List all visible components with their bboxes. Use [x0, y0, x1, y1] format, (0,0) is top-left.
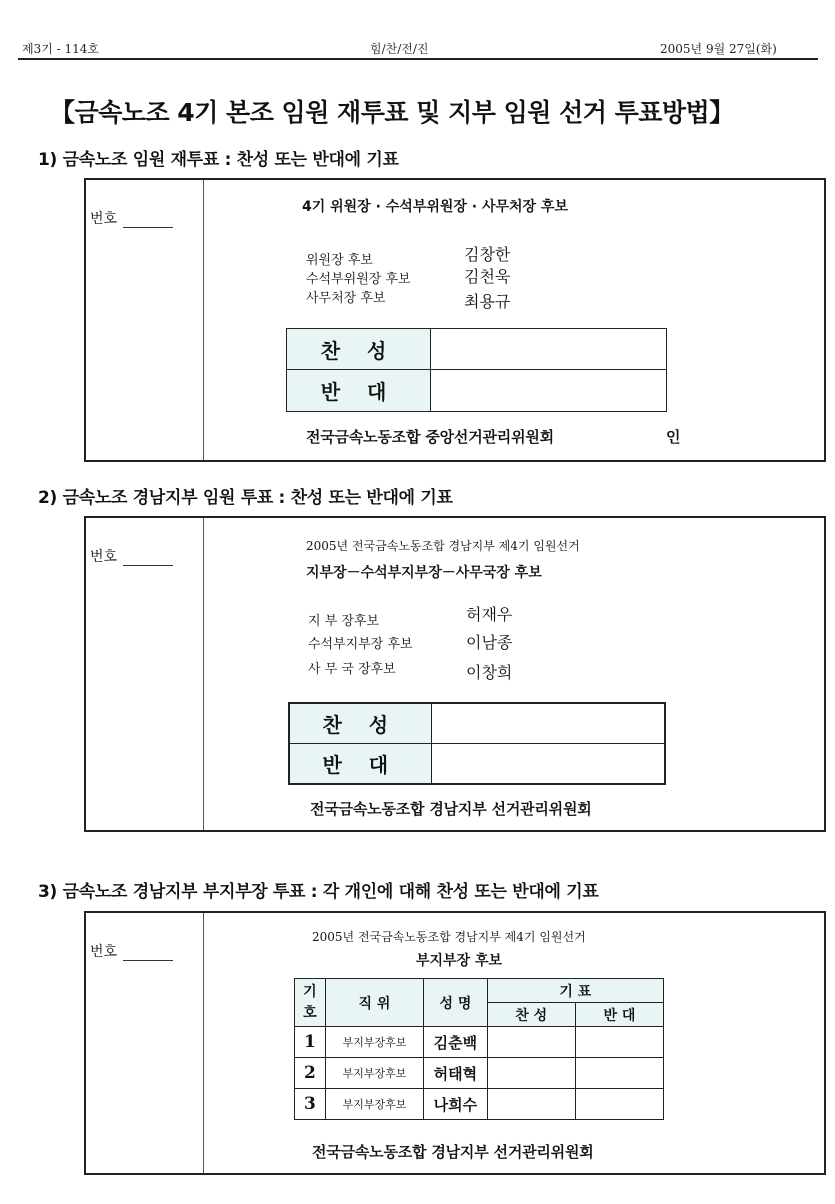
masthead: 힘/찬/전/진 — [370, 42, 429, 56]
index-header-top: 기 — [303, 983, 317, 1000]
ballot-1-heading: 4기 위원장 · 수석부위원장 · 사무처장 후보 — [302, 199, 569, 215]
row-position: 부지부장후보 — [325, 1058, 423, 1089]
col-header-index — [295, 979, 326, 1027]
ballot-2-subheading: 2005년 전국금속노동조합 경남지부 제4기 임원선거 — [306, 539, 580, 553]
candidate-role: 위원장 후보 — [306, 253, 373, 268]
ballot-3-number-field — [90, 941, 173, 961]
row-position: 부지부장후보 — [325, 1089, 423, 1120]
issue-date: 2005년 9월 27일(화) — [660, 42, 777, 56]
candidate-role: 사 무 국 장후보 — [308, 662, 396, 677]
yes-label: 찬 성 — [287, 329, 431, 370]
ballot-1-vote-table — [286, 328, 667, 412]
no-mark-cell[interactable] — [431, 370, 667, 412]
ballot-1-divider — [203, 180, 204, 460]
col-header-yes: 찬 성 — [487, 1003, 575, 1027]
ballot-3-subheading: 2005년 전국금속노동조합 경남지부 제4기 임원선거 — [312, 930, 586, 944]
row-index: 3 — [295, 1089, 326, 1120]
number-label: 번호 — [90, 211, 118, 227]
seal-text: 인 — [666, 428, 681, 446]
ballot-2-number-field — [90, 546, 173, 566]
number-label: 번호 — [90, 549, 118, 565]
yes-mark-cell[interactable] — [487, 1027, 575, 1058]
header-rule — [18, 58, 818, 60]
yes-mark-cell[interactable] — [487, 1089, 575, 1120]
candidate-name: 이남종 — [466, 633, 513, 652]
ballot-2 — [84, 516, 826, 832]
candidate-role: 지 부 장후보 — [308, 614, 380, 629]
table-row — [295, 1027, 664, 1058]
ballot-3-issuer: 전국금속노동조합 경남지부 선거관리위원회 — [312, 1143, 594, 1161]
ballot-3-divider — [203, 913, 204, 1173]
no-label: 반 대 — [289, 743, 431, 784]
yes-mark-cell[interactable] — [431, 329, 667, 370]
row-index: 2 — [295, 1058, 326, 1089]
row-name: 김춘백 — [424, 1027, 488, 1058]
col-header-position: 직 위 — [325, 979, 423, 1027]
candidate-name: 김창한 — [464, 245, 511, 264]
candidate-role: 사무처장 후보 — [306, 291, 386, 306]
table-row — [295, 1089, 664, 1120]
section3-title: 3) 금속노조 경남지부 부지부장 투표 : 각 개인에 대해 찬성 또는 반대에 기표 — [38, 882, 599, 902]
yes-label: 찬 성 — [289, 703, 431, 743]
col-header-no: 반 대 — [575, 1003, 663, 1027]
ballot-1-number-field — [90, 208, 173, 228]
ballot-1 — [84, 178, 826, 462]
candidate-name: 최용규 — [464, 292, 511, 311]
candidate-name: 허재우 — [466, 605, 513, 624]
candidate-role: 수석부위원장 후보 — [306, 272, 411, 287]
page-title: 【금속노조 4기 본조 임원 재투표 및 지부 임원 선거 투표방법】 — [50, 98, 734, 127]
candidate-name: 김천욱 — [464, 267, 511, 286]
no-mark-cell[interactable] — [575, 1058, 663, 1089]
col-header-vote: 기 표 — [487, 979, 663, 1003]
row-name: 나희수 — [424, 1089, 488, 1120]
row-name: 허태혁 — [424, 1058, 488, 1089]
candidate-name: 이창희 — [466, 663, 513, 682]
no-mark-cell[interactable] — [575, 1027, 663, 1058]
ballot-2-vote-table — [288, 702, 666, 785]
yes-mark-cell[interactable] — [431, 703, 665, 743]
row-index: 1 — [295, 1027, 326, 1058]
candidate-role: 수석부지부장 후보 — [308, 637, 413, 652]
yes-mark-cell[interactable] — [487, 1058, 575, 1089]
no-mark-cell[interactable] — [575, 1089, 663, 1120]
number-blank — [123, 216, 173, 228]
section1-title: 1) 금속노조 임원 재투표 : 찬성 또는 반대에 기표 — [38, 150, 399, 170]
no-label: 반 대 — [287, 370, 431, 412]
section2-title: 2) 금속노조 경남지부 임원 투표 : 찬성 또는 반대에 기표 — [38, 488, 453, 508]
ballot-3-heading: 부지부장 후보 — [416, 953, 503, 969]
col-header-name: 성 명 — [424, 979, 488, 1027]
row-position: 부지부장후보 — [325, 1027, 423, 1058]
number-label: 번호 — [90, 944, 118, 960]
index-header-bottom: 호 — [303, 1004, 317, 1021]
number-blank — [123, 554, 173, 566]
number-blank — [123, 949, 173, 961]
ballot-2-heading: 지부장－수석부지부장－사무국장 후보 — [306, 565, 542, 581]
table-row — [295, 1058, 664, 1089]
deputy-candidates-table — [294, 978, 664, 1120]
issue-number: 제3기 - 114호 — [22, 42, 99, 56]
ballot-2-issuer: 전국금속노동조합 경남지부 선거관리위원회 — [310, 800, 592, 818]
ballot-2-divider — [203, 518, 204, 830]
no-mark-cell[interactable] — [431, 743, 665, 784]
ballot-1-issuer: 전국금속노동조합 중앙선거관리위원회 — [306, 428, 554, 446]
